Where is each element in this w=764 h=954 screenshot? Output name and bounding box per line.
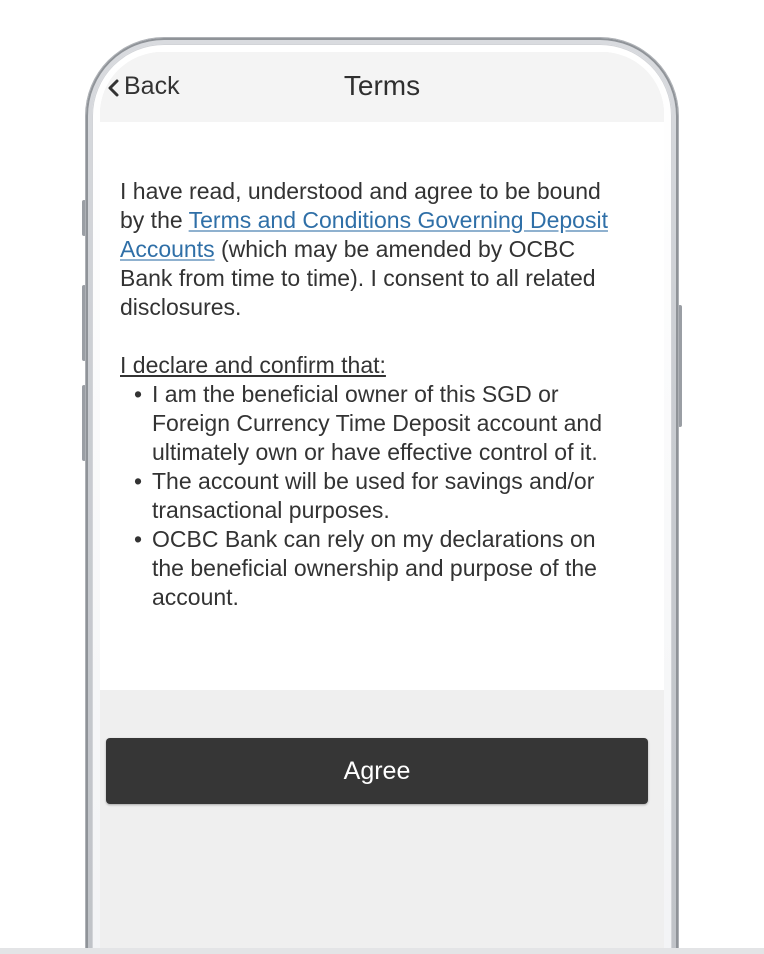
terms-agreement-paragraph xyxy=(120,177,630,322)
terms-intro-text: I have read, understood and agree to be bound by the xyxy=(120,178,601,233)
phone-screen xyxy=(100,52,664,954)
page-bottom-divider xyxy=(0,948,764,954)
declaration-item: • OCBC Bank can rely on my declarations on the beneficial ownership and purpose of the account. xyxy=(152,525,630,612)
declaration-item: • I am the beneficial owner of this SGD or Foreign Currency Time Deposit account and ultimately own or have effective control of it. xyxy=(152,380,630,467)
phone-power-button xyxy=(678,305,682,427)
declaration-item: • The account will be used for savings and/or transactional purposes. xyxy=(152,467,630,525)
terms-and-conditions-link[interactable]: Terms and Conditions Governing Deposit Accounts xyxy=(120,207,608,262)
back-label: Back xyxy=(124,71,180,100)
agree-button[interactable]: Agree xyxy=(106,738,648,804)
page-title: Terms xyxy=(343,70,421,101)
navigation-bar xyxy=(100,52,664,122)
declaration-list xyxy=(120,380,630,612)
terms-intro-continuation: (which may be amended by OCBC Bank from time to time). I consent to all related disclosures. xyxy=(120,236,596,320)
declaration-heading: I declare and confirm that: xyxy=(120,352,386,378)
terms-content-panel xyxy=(100,122,664,690)
terms-text-block xyxy=(120,177,630,612)
action-footer xyxy=(100,690,664,954)
